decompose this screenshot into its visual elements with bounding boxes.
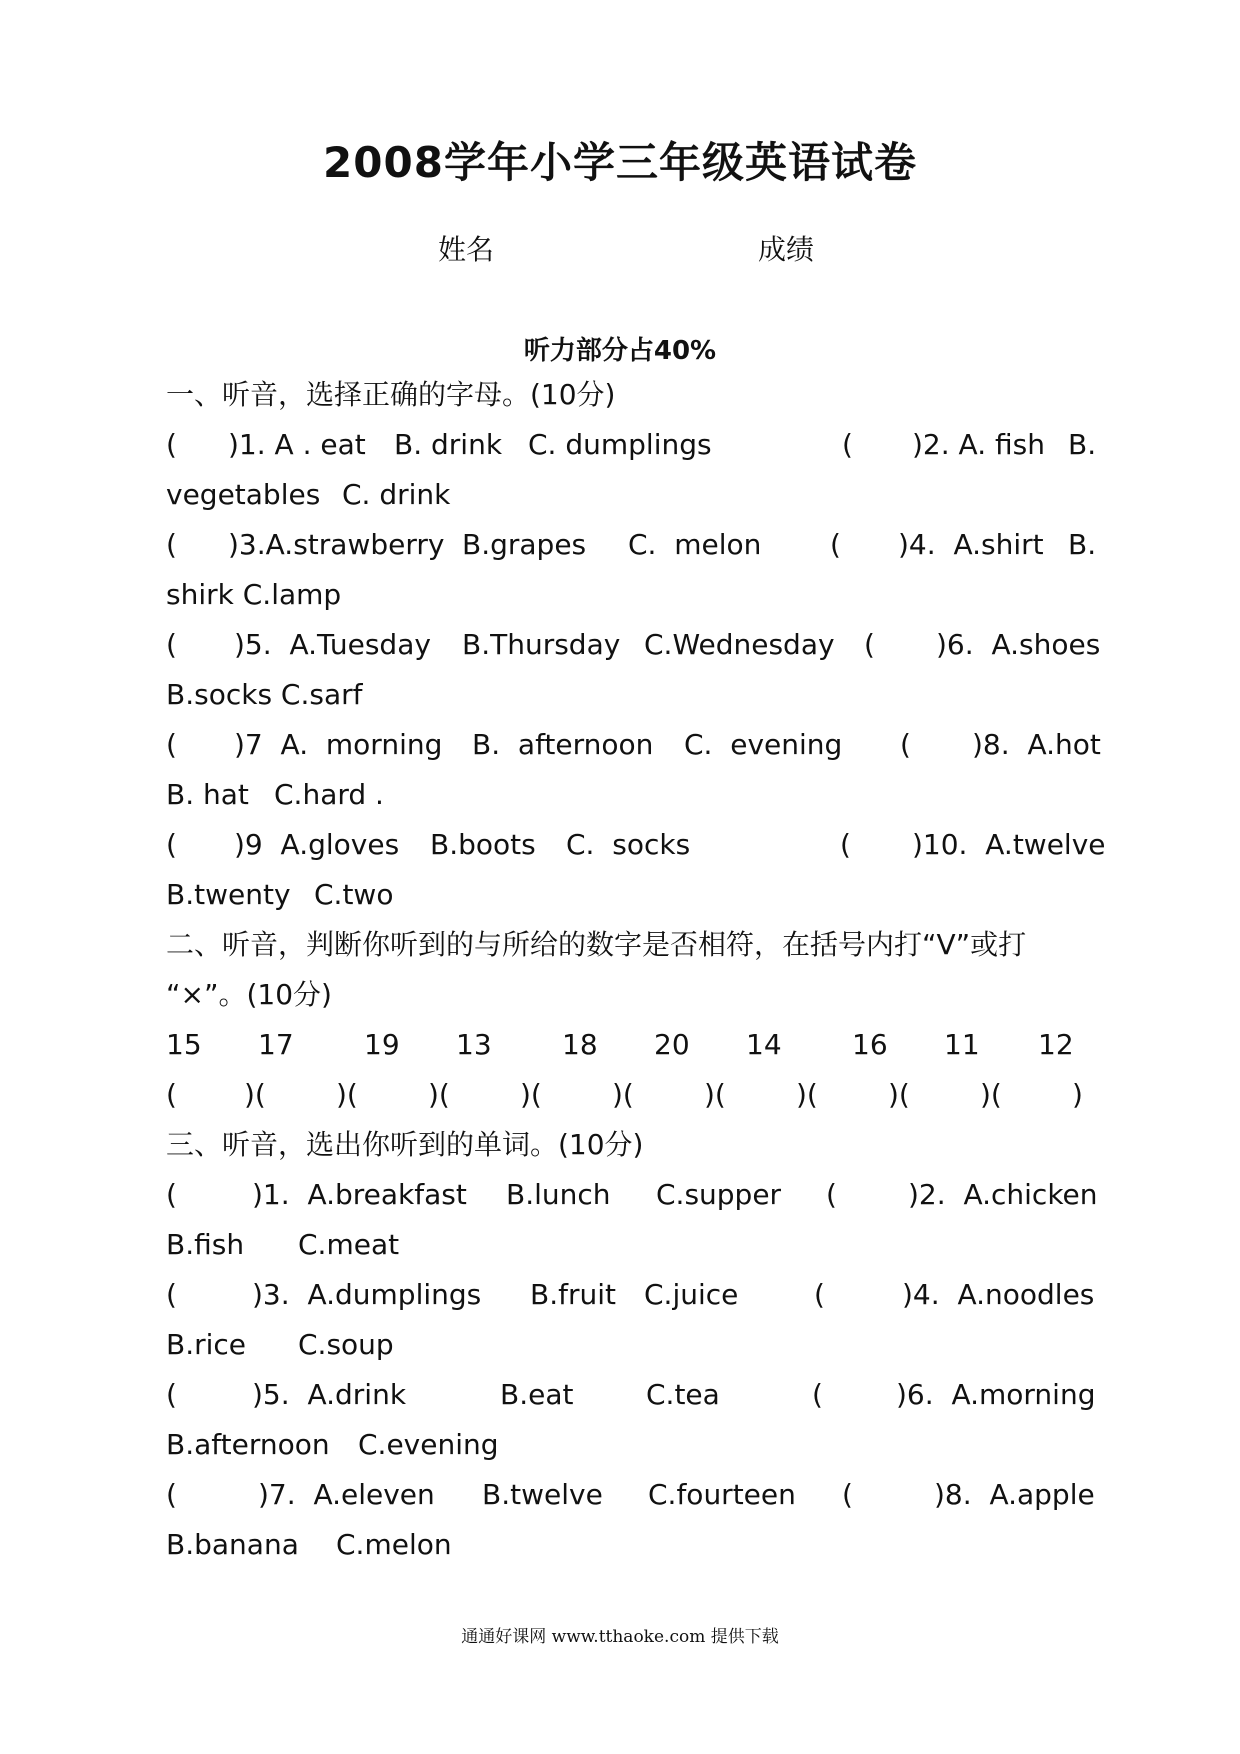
answer-bracket: )( bbox=[336, 1078, 358, 1111]
question-line-continued bbox=[166, 1425, 1098, 1465]
option-b: B. drink bbox=[394, 428, 503, 461]
option-b: B.rice bbox=[166, 1328, 247, 1361]
question-line bbox=[166, 425, 1098, 465]
answer-bracket-open: ( bbox=[840, 828, 851, 861]
answer-bracket-open: ( bbox=[814, 1278, 825, 1311]
answer-bracket-open: ( bbox=[166, 1478, 177, 1511]
score-label: 成绩 bbox=[758, 233, 815, 266]
number-item: 19 bbox=[364, 1028, 400, 1061]
option-b: B.Thursday bbox=[462, 628, 621, 661]
question-text: )9 A.gloves bbox=[234, 828, 400, 861]
options-text: shirk C.lamp bbox=[166, 578, 342, 611]
question-text: )3. A.dumplings bbox=[252, 1278, 482, 1311]
number-item: 14 bbox=[746, 1028, 782, 1061]
option-b: B.boots bbox=[430, 828, 536, 861]
option-c: C.supper bbox=[656, 1178, 782, 1211]
option-b: B. afternoon bbox=[472, 728, 654, 761]
question-text: )5. A.Tuesday bbox=[234, 628, 431, 661]
answer-bracket-open: ( bbox=[166, 1378, 177, 1411]
option-b: B.twenty bbox=[166, 878, 291, 911]
question-line bbox=[166, 625, 1101, 665]
question-text: )2. A. fish bbox=[912, 428, 1045, 461]
answer-bracket-open: ( bbox=[842, 428, 853, 461]
answer-bracket-open: ( bbox=[830, 528, 841, 561]
number-item: 15 bbox=[166, 1028, 202, 1061]
option-b: B.afternoon bbox=[166, 1428, 330, 1461]
option-b: B.grapes bbox=[462, 528, 587, 561]
answer-bracket: )( bbox=[520, 1078, 542, 1111]
number-item: 16 bbox=[852, 1028, 888, 1061]
answer-bracket: ) bbox=[1072, 1078, 1083, 1111]
exam-title: 2008学年小学三年级英语试卷 bbox=[323, 138, 917, 187]
question-text: )8. A.apple bbox=[934, 1478, 1095, 1511]
footer-source: 通通好课网 www.tthaoke.com 提供下载 bbox=[461, 1627, 779, 1647]
question-line bbox=[166, 1475, 1098, 1515]
option-c: C.juice bbox=[644, 1278, 739, 1311]
answer-bracket-open: ( bbox=[812, 1378, 823, 1411]
section2-heading: 二、听音，判断你听到的与所给的数字是否相符，在括号内打“V”或打 bbox=[166, 928, 1027, 961]
answer-bracket: )( bbox=[704, 1078, 726, 1111]
answer-bracket-open: ( bbox=[166, 428, 177, 461]
option-c: C. dumplings bbox=[528, 428, 712, 461]
question-line bbox=[166, 1375, 1098, 1415]
option-c: C. socks bbox=[566, 828, 691, 861]
question-text: )6. A.shoes bbox=[936, 628, 1101, 661]
number-item: 12 bbox=[1038, 1028, 1074, 1061]
question-line-continued bbox=[166, 475, 1098, 515]
option-c: C.soup bbox=[298, 1328, 394, 1361]
question-text: )1. A . eat bbox=[228, 428, 366, 461]
option-c: C. melon bbox=[628, 528, 762, 561]
listening-header: 听力部分占40% bbox=[523, 336, 717, 366]
question-line-continued bbox=[166, 1325, 1098, 1365]
answer-bracket-open: ( bbox=[166, 728, 177, 761]
question-text: )2. A.chicken bbox=[908, 1178, 1098, 1211]
question-text: )1. A.breakfast bbox=[252, 1178, 467, 1211]
question-text: )8. A.hot bbox=[972, 728, 1101, 761]
question-text: )10. A.twelve bbox=[912, 828, 1106, 861]
option-b: B.banana bbox=[166, 1528, 299, 1561]
number-row bbox=[166, 1025, 1098, 1065]
option-c: C.two bbox=[314, 878, 394, 911]
answer-bracket-open: ( bbox=[842, 1478, 853, 1511]
answer-bracket: )( bbox=[244, 1078, 266, 1111]
question-text: )7 A. morning bbox=[234, 728, 443, 761]
option-b: B. bbox=[1068, 428, 1097, 461]
question-line-continued bbox=[166, 775, 1098, 815]
option-c: C.fourteen bbox=[648, 1478, 796, 1511]
answer-bracket-open: ( bbox=[864, 628, 875, 661]
option-c: C.tea bbox=[646, 1378, 720, 1411]
number-item: 13 bbox=[456, 1028, 492, 1061]
question-text: )5. A.drink bbox=[252, 1378, 407, 1411]
answer-bracket: )( bbox=[612, 1078, 634, 1111]
option-c: C.meat bbox=[298, 1228, 400, 1261]
answer-bracket: ( bbox=[166, 1078, 177, 1111]
option-c: C.evening bbox=[358, 1428, 499, 1461]
question-line-continued bbox=[166, 1225, 1098, 1265]
section3-heading: 三、听音，选出你听到的单词。(10分) bbox=[166, 1128, 644, 1161]
answer-bracket-open: ( bbox=[166, 828, 177, 861]
question-line-continued bbox=[166, 675, 1098, 715]
section1-heading: 一、听音，选择正确的字母。(10分) bbox=[166, 378, 616, 411]
answer-bracket-open: ( bbox=[166, 1178, 177, 1211]
answer-bracket-row bbox=[166, 1075, 1098, 1115]
number-item: 11 bbox=[944, 1028, 980, 1061]
option-c: C. drink bbox=[342, 478, 451, 511]
question-text: )6. A.morning bbox=[896, 1378, 1096, 1411]
answer-bracket: )( bbox=[980, 1078, 1002, 1111]
answer-bracket-open: ( bbox=[166, 1278, 177, 1311]
question-line bbox=[166, 825, 1106, 865]
option-b: B.eat bbox=[500, 1378, 574, 1411]
question-line bbox=[166, 525, 1098, 565]
question-line-continued bbox=[166, 575, 1098, 615]
question-text: )4. A.shirt bbox=[898, 528, 1044, 561]
question-line bbox=[166, 1275, 1098, 1315]
answer-bracket: )( bbox=[796, 1078, 818, 1111]
option-b: B.lunch bbox=[506, 1178, 611, 1211]
question-line-continued bbox=[166, 875, 1098, 915]
answer-bracket-open: ( bbox=[166, 528, 177, 561]
option-b: B.fruit bbox=[530, 1278, 616, 1311]
option-b: B.fish bbox=[166, 1228, 245, 1261]
option-b: B. bbox=[1068, 528, 1097, 561]
number-item: 17 bbox=[258, 1028, 294, 1061]
question-line-continued bbox=[166, 1525, 1098, 1565]
question-text: )7. A.eleven bbox=[258, 1478, 435, 1511]
question-text: )4. A.noodles bbox=[902, 1278, 1095, 1311]
question-line bbox=[166, 1175, 1098, 1215]
option-c: C.Wednesday bbox=[644, 628, 835, 661]
name-label: 姓名 bbox=[438, 233, 495, 266]
number-item: 20 bbox=[654, 1028, 690, 1061]
option-b: B.twelve bbox=[482, 1478, 603, 1511]
option-c: C.melon bbox=[336, 1528, 452, 1561]
options-text: B.socks C.sarf bbox=[166, 678, 363, 711]
section2-heading-continued: “×”。(10分) bbox=[166, 978, 332, 1011]
option-b: B. hat bbox=[166, 778, 249, 811]
answer-bracket: )( bbox=[888, 1078, 910, 1111]
answer-bracket-open: ( bbox=[826, 1178, 837, 1211]
answer-bracket: )( bbox=[428, 1078, 450, 1111]
option-c: C. evening bbox=[684, 728, 843, 761]
question-text: )3.A.strawberry bbox=[228, 528, 445, 561]
answer-bracket-open: ( bbox=[166, 628, 177, 661]
option-c: C.hard . bbox=[274, 778, 384, 811]
question-line bbox=[166, 725, 1101, 765]
option-b: vegetables bbox=[166, 478, 321, 511]
answer-bracket-open: ( bbox=[900, 728, 911, 761]
number-item: 18 bbox=[562, 1028, 598, 1061]
